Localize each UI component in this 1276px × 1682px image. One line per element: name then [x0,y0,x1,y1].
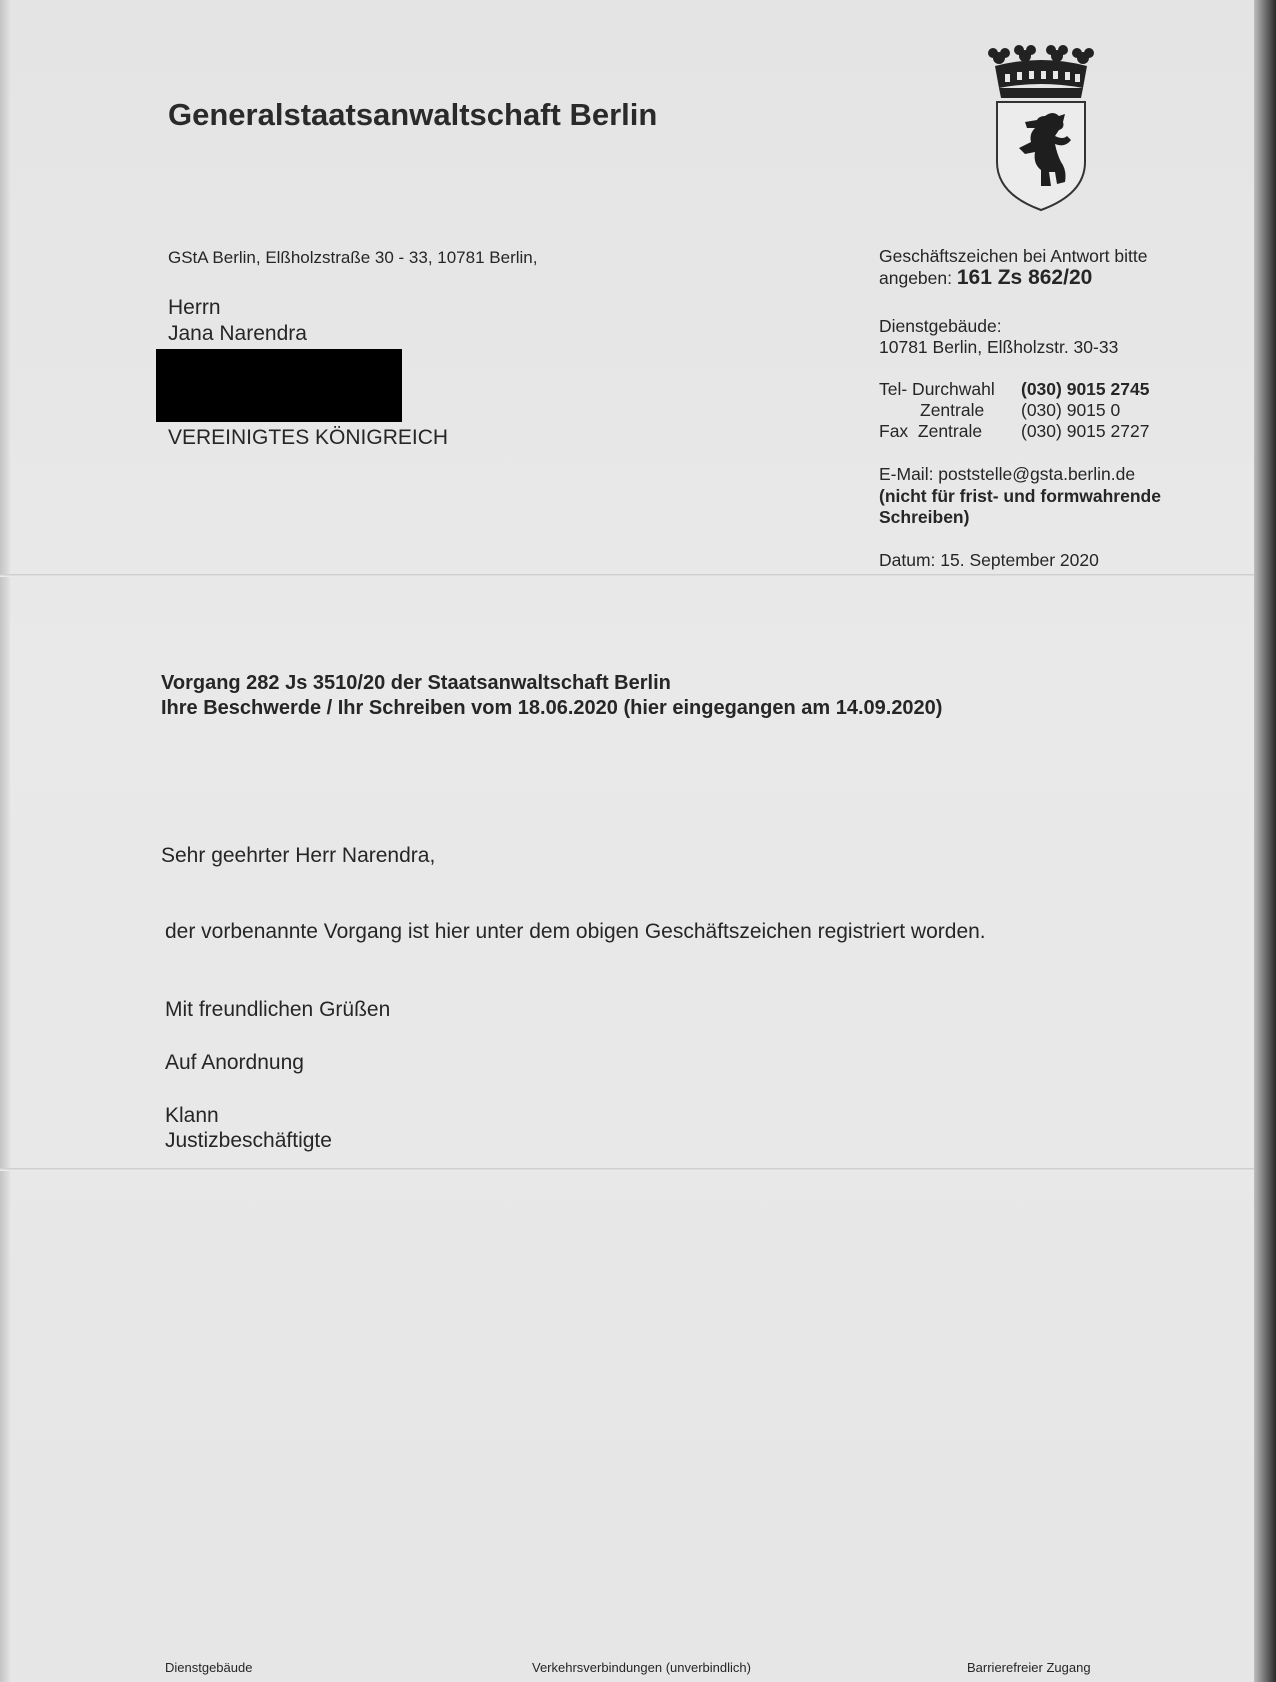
phone-central-value: (030) 9015 0 [1021,400,1121,420]
fax-label: Fax Zentrale [879,421,983,441]
scan-edge-right [1254,0,1276,1682]
scan-edge-left [0,0,10,1682]
reference-prefix: angeben: [879,268,957,288]
by-order-note: Auf Anordnung [165,1051,304,1074]
sender-return-address: GStA Berlin, Elßholzstraße 30 - 33, 10781 Berlin, [168,248,538,267]
recipient-country: VEREINIGTES KÖNIGREICH [168,426,449,449]
berlin-coat-of-arms-icon [985,44,1097,214]
footer-transit-heading: Verkehrsverbindungen (unverbindlich) [532,1660,751,1675]
signatory-name: Klann [165,1104,219,1127]
letter-date: Datum: 15. September 2020 [879,550,1099,570]
letterhead-title: Generalstaatsanwaltschaft Berlin [168,97,658,132]
footer-accessibility-heading: Barrierefreier Zugang [967,1660,1091,1675]
subject-line: Ihre Beschwerde / Ihr Schreiben vom 18.06.2020 (hier eingegangen am 14.09.2020) [161,697,943,719]
paper-fold-line [0,1168,1254,1171]
signatory-title: Justizbeschäftigte [165,1129,332,1152]
paper-fold-line [0,574,1254,577]
reference-number: 161 Zs 862/20 [956,266,1093,289]
fax-value: (030) 9015 2727 [1021,421,1150,441]
email-note: (nicht für frist- und formwahrende [879,486,1161,506]
phone-direct-value: (030) 9015 2745 [1021,379,1150,399]
phone-direct-label: Tel- Durchwahl [879,379,995,399]
redacted-address-block [156,349,402,422]
greeting: Sehr geehrter Herr Narendra, [161,844,436,867]
office-label: Dienstgebäude: [879,316,1002,336]
email-note: Schreiben) [879,507,970,527]
closing-phrase: Mit freundlichen Grüßen [165,998,391,1021]
reference-line [879,267,1092,289]
subject-line: Vorgang 282 Js 3510/20 der Staatsanwaltschaft Berlin [161,672,671,694]
email-address: E-Mail: poststelle@gsta.berlin.de [879,464,1136,484]
footer-office-heading: Dienstgebäude [165,1660,253,1675]
recipient-salutation: Herrn [168,296,221,319]
phone-central-label: Zentrale [920,400,985,420]
recipient-name: Jana Narendra [168,322,307,345]
reference-note: Geschäftszeichen bei Antwort bitte [879,246,1148,266]
office-address: 10781 Berlin, Elßholzstr. 30-33 [879,337,1119,357]
body-paragraph: der vorbenannte Vorgang ist hier unter dem obigen Geschäftszeichen registriert worden. [165,920,986,943]
